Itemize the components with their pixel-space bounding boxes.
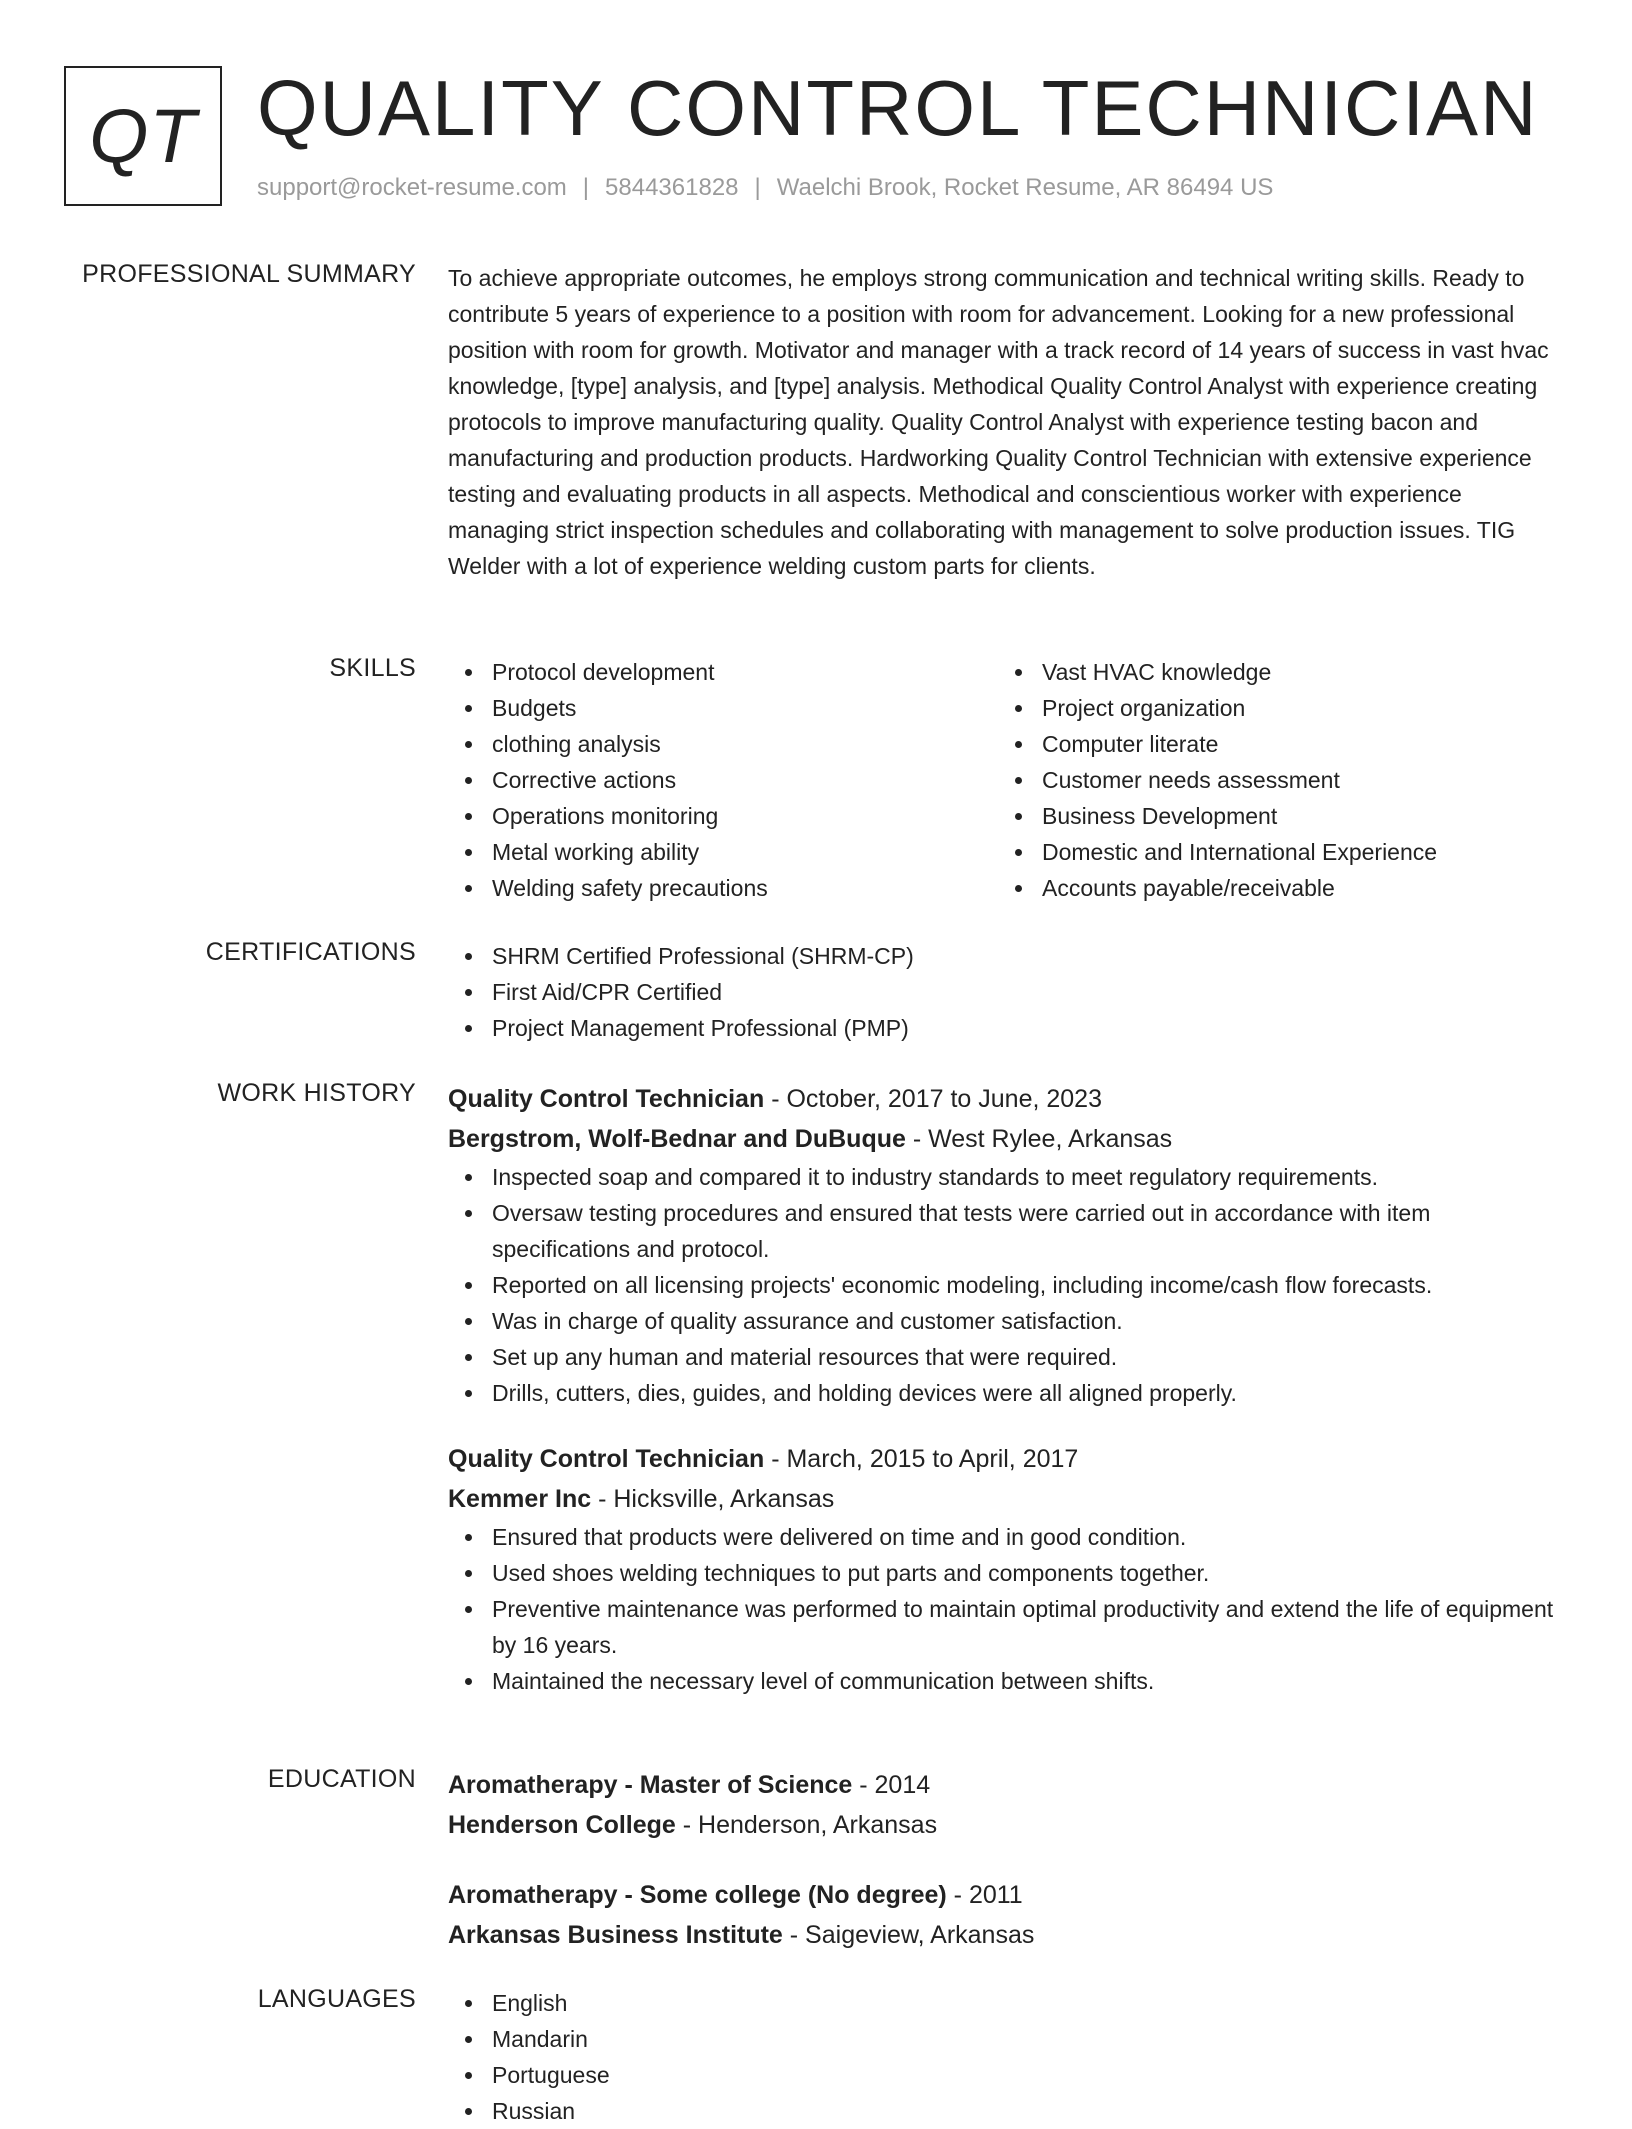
section-heading-work-history: WORK HISTORY (217, 1079, 416, 1107)
skill-item: Computer literate (998, 726, 1548, 762)
job-dates: - March, 2015 to April, 2017 (764, 1445, 1079, 1473)
job-duty: Maintained the necessary level of communication between shifts. (448, 1663, 1558, 1699)
job-duty: Set up any human and material resources that were required. (448, 1339, 1558, 1375)
job-duty: Reported on all licensing projects' economic modeling, including income/cash flow forecasts. (448, 1267, 1558, 1303)
contact-line (257, 174, 1273, 202)
section-heading-education: EDUCATION (267, 1765, 416, 1793)
language-item: English (448, 1985, 1558, 2021)
skill-item: Project organization (998, 690, 1548, 726)
contact-phone[interactable]: 5844361828 (605, 174, 739, 201)
job-duty: Ensured that products were delivered on time and in good condition. (448, 1519, 1558, 1555)
degree-year: - 2011 (946, 1881, 1023, 1909)
certification-item: First Aid/CPR Certified (448, 974, 1558, 1010)
language-item: Portuguese (448, 2057, 1558, 2093)
company-name: Bergstrom, Wolf-Bednar and DuBuque (448, 1125, 906, 1153)
skill-item: Welding safety precautions (448, 870, 998, 906)
skill-item: Operations monitoring (448, 798, 998, 834)
skill-item: Business Development (998, 798, 1548, 834)
monogram-logo: QT (64, 66, 222, 206)
degree-name: Aromatherapy - Master of Science (448, 1771, 853, 1799)
certification-item: SHRM Certified Professional (SHRM-CP) (448, 938, 1558, 974)
section-heading-skills: SKILLS (329, 654, 416, 682)
certification-item: Project Management Professional (PMP) (448, 1010, 1558, 1046)
job-title-line (448, 1439, 1558, 1479)
job-entry (448, 1079, 1558, 1411)
job-title: Quality Control Technician (448, 1085, 765, 1113)
education-entry (448, 1875, 1558, 1955)
job-duty: Oversaw testing procedures and ensured that tests were carried out in accordance with item specifications and protocol. (448, 1195, 1558, 1267)
job-entry (448, 1439, 1558, 1699)
section-heading-certifications: CERTIFICATIONS (205, 938, 416, 966)
skill-item: Protocol development (448, 654, 998, 690)
section-heading-summary: PROFESSIONAL SUMMARY (82, 260, 416, 288)
degree-year: - 2014 (852, 1771, 931, 1799)
skills-list-right (998, 654, 1548, 906)
skill-item: Accounts payable/receivable (998, 870, 1548, 906)
school-line (448, 1915, 1558, 1955)
skills-list-left (448, 654, 998, 906)
skill-item: clothing analysis (448, 726, 998, 762)
company-line (448, 1479, 1558, 1519)
contact-email[interactable]: support@rocket-resume.com (257, 174, 567, 201)
degree-line (448, 1765, 1558, 1805)
skill-item: Metal working ability (448, 834, 998, 870)
job-duty: Drills, cutters, dies, guides, and holding devices were all aligned properly. (448, 1375, 1558, 1411)
degree-name: Aromatherapy - Some college (No degree) (448, 1881, 947, 1909)
page-title: QUALITY CONTROL TECHNICIAN (257, 64, 1539, 152)
contact-address: Waelchi Brook, Rocket Resume, AR 86494 US (776, 174, 1274, 201)
contact-separator: | (582, 174, 590, 201)
summary-text: To achieve appropriate outcomes, he employs strong communication and technical writing skills. Ready to contribute 5 years of experience to a position with room for advancement. Looking for a new professional position with room for growth. Motivator and manager with a track record of 14 years of success in vast hvac knowledge, [type] analysis, and [type] analysis. Methodical Quality Control Analyst with experience creating protocols to improve manufacturing quality. Quality Control Analyst with experience testing bacon and manufacturing and production products. Hardworking Quality Control Technician with extensive experience testing and evaluating products in all aspects. Methodical and conscientious worker with experience managing strict inspection schedules and collaborating with management to solve production issues. TIG Welder with a lot of experience welding custom parts for clients. (448, 265, 1549, 579)
certifications-list (448, 938, 1558, 1046)
resume-header (64, 64, 1564, 214)
skill-item: Vast HVAC knowledge (998, 654, 1548, 690)
skill-item: Customer needs assessment (998, 762, 1548, 798)
school-line (448, 1805, 1558, 1845)
company-location: - West Rylee, Arkansas (905, 1125, 1173, 1153)
skill-item: Domestic and International Experience (998, 834, 1548, 870)
skill-item: Budgets (448, 690, 998, 726)
section-heading-languages: LANGUAGES (257, 1985, 416, 2013)
job-duty: Preventive maintenance was performed to maintain optimal productivity and extend the life of equipment by 16 years. (448, 1591, 1558, 1663)
company-line (448, 1119, 1558, 1159)
school-location: - Saigeview, Arkansas (782, 1921, 1035, 1949)
school-name: Arkansas Business Institute (448, 1921, 783, 1949)
language-item: Russian (448, 2093, 1558, 2129)
job-dates: - October, 2017 to June, 2023 (764, 1085, 1102, 1113)
job-duties-list (448, 1159, 1558, 1411)
company-name: Kemmer Inc (448, 1485, 592, 1513)
languages-list (448, 1985, 1558, 2129)
contact-separator: | (754, 174, 761, 201)
language-item: Mandarin (448, 2021, 1558, 2057)
job-title: Quality Control Technician (448, 1445, 765, 1473)
job-title-line (448, 1079, 1558, 1119)
education-entry (448, 1765, 1558, 1845)
job-duty: Was in charge of quality assurance and customer satisfaction. (448, 1303, 1558, 1339)
job-duty: Used shoes welding techniques to put parts and components together. (448, 1555, 1558, 1591)
school-location: - Henderson, Arkansas (675, 1811, 938, 1839)
school-name: Henderson College (448, 1811, 676, 1839)
company-location: - Hicksville, Arkansas (591, 1485, 835, 1513)
degree-line (448, 1875, 1558, 1915)
job-duties-list (448, 1519, 1558, 1699)
job-duty: Inspected soap and compared it to industry standards to meet regulatory requirements. (448, 1159, 1558, 1195)
skill-item: Corrective actions (448, 762, 998, 798)
